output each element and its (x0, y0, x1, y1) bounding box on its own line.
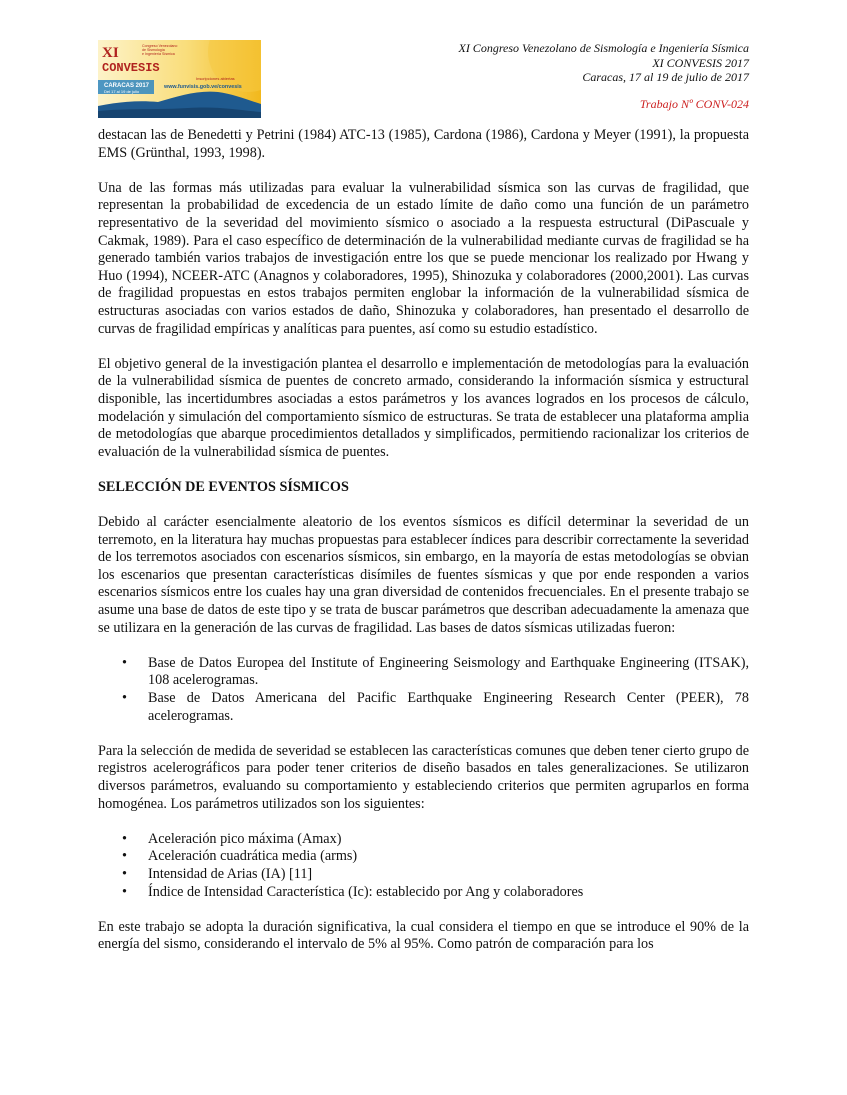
section-heading: SELECCIÓN DE EVENTOS SÍSMICOS (98, 478, 349, 495)
header-edition: XI CONVESIS 2017 (652, 55, 749, 70)
page-header (458, 41, 749, 111)
bullet-icon: • (122, 848, 127, 865)
logo-small-2: de Sismología (142, 48, 165, 52)
convesis-logo-graphic (98, 40, 261, 118)
logo-dates: Del 17 al 19 de julio (104, 89, 140, 94)
database-list (98, 655, 749, 725)
logo-name: CONVESIS (102, 61, 160, 75)
list-item (98, 690, 749, 725)
logo-roman: XI (102, 45, 119, 61)
header-location-date: Caracas, 17 al 19 de julio de 2017 (582, 70, 749, 84)
paragraph-1: destacan las de Benedetti y Petrini (1984) ATC-13 (1985), Cardona (1986), Cardona y Meyer (1991), la propuesta EMS (Grünthal, 1993, 1998). (98, 127, 749, 161)
body-text (98, 127, 749, 972)
list-item-text: Aceleración cuadrática media (arms) (148, 848, 358, 865)
bullet-icon: • (122, 830, 127, 847)
paper-number: Trabajo Nº CONV-024 (639, 96, 749, 111)
list-item (98, 655, 749, 690)
logo-small-3: e Ingeniería Sísmica (142, 52, 175, 56)
list-item-text: Base de Datos Europea del Institute of Engineering Seismology and Earthquake Engineering (ITSAK), 108 acelerogramas. (148, 654, 749, 689)
list-item-text: Intensidad de Arias (IA) [11] (148, 865, 313, 882)
list-item (98, 848, 749, 866)
bullet-icon: • (122, 690, 127, 706)
bullet-icon: • (122, 883, 127, 900)
paragraph-6: En este trabajo se adopta la duración significativa, la cual considera el tiempo en que se introduce el 90% de la energía del sismo, considerando el intervalo de 5% al 95%. Como patrón de comparación para los (98, 918, 749, 953)
convesis-logo (98, 40, 261, 118)
list-item (98, 884, 749, 902)
header-congress: XI Congreso Venezolano de Sismología e Ingeniería Sísmica (458, 41, 749, 55)
bullet-icon: • (122, 865, 127, 882)
list-item-text: Aceleración pico máxima (Amax) (148, 830, 342, 847)
list-item-text: Base de Datos Americana del Pacific Earthquake Engineering Research Center (PEER), 78 acelerogramas. (148, 690, 749, 724)
paragraph-3: El objetivo general de la investigación plantea el desarrollo e implementación de metodologías para la evaluación de la vulnerabilidad sísmica de puentes de concreto armado, considerando la información sísmica y estructural disponible, las incertidumbres asociadas a estos parámetros y los avances logrados en los procesos de cálculo, modelación y simulación del comportamiento sísmico de estructuras. Se trata de establecer una plataforma amplia de metodologías que abarque procedimientos detallados y simplificados, permitiendo racionalizar los criterios de evaluación de la vulnerabilidad sísmica de puentes. (98, 355, 749, 460)
list-item-text: Índice de Intensidad Característica (Ic): establecido por Ang y colaboradores (148, 883, 584, 900)
logo-small-1: Congreso Venezolano (142, 44, 178, 48)
list-item (98, 831, 749, 849)
paragraph-5: Para la selección de medida de severidad se establecen las características comunes que deben tener cierto grupo de registros acelerográficos para poder tener criterios de diseño basados en tales generalizaciones. Se utilizaron diversos parámetros, evaluando su comportamiento y estableciendo criterios que permiten agruparlos en forma homogénea. Los parámetros utilizados son los siguientes: (98, 742, 749, 812)
logo-inscriptions: Inscripciones abiertas (196, 76, 235, 81)
paragraph-4: Debido al carácter esencialmente aleatorio de los eventos sísmicos es difícil determinar la severidad de un terremoto, en la literatura hay muchas propuestas para establecer índices para describir correctamente la severidad de los terremotos asociados con escenarios sísmicos, sin embargo, en la mayoría de estas metodologías se obvian los escenarios que presentan características disímiles de fuentes sísmicas y que por ende responden a varios escenarios sísmicos entre los cuales hay una gran diversidad de contenidos frecuenciales. En el presente trabajo se asume una base de datos de este tipo y se trata de buscar parámetros que describan adecuadamente la amenaza que se utilizara en la generación de las curvas de fragilidad. Las bases de datos sísmicas utilizadas fueron: (98, 514, 749, 636)
parameter-list (98, 831, 749, 901)
bullet-icon: • (122, 654, 127, 671)
list-item (98, 866, 749, 884)
paragraph-2: Una de las formas más utilizadas para evaluar la vulnerabilidad sísmica son las curvas de fragilidad, que representan la probabilidad de excedencia de un estado límite de daño como una función de un parámetro representativo de la severidad del movimiento sísmico o asociado a la respuesta estructural (DiPascuale y Cakmak, 1989). Para el caso específico de determinación de la vulnerabilidad mediante curvas de fragilidad se ha generado también varios trabajos de investigación entre los que se puede mencionar los realizado por Hwang y Huo (1994), NCEER-ATC (Anagnos y colaboradores, 1995), Shinozuka y colaboradores (2000,2001). Las curvas de fragilidad propuestas en estos trabajos permiten englobar la información de la vulnerabilidad sísmica de estructuras asociadas con varios estados de daño, Shinozuka y colaboradores, han presentado el desarrollo de curvas de fragilidad empíricas y analíticas para puentes, así como su estudio estadístico. (98, 179, 749, 337)
logo-city: CARACAS 2017 (104, 83, 150, 89)
logo-url: www.funvisis.gob.ve/convesis (164, 84, 242, 90)
